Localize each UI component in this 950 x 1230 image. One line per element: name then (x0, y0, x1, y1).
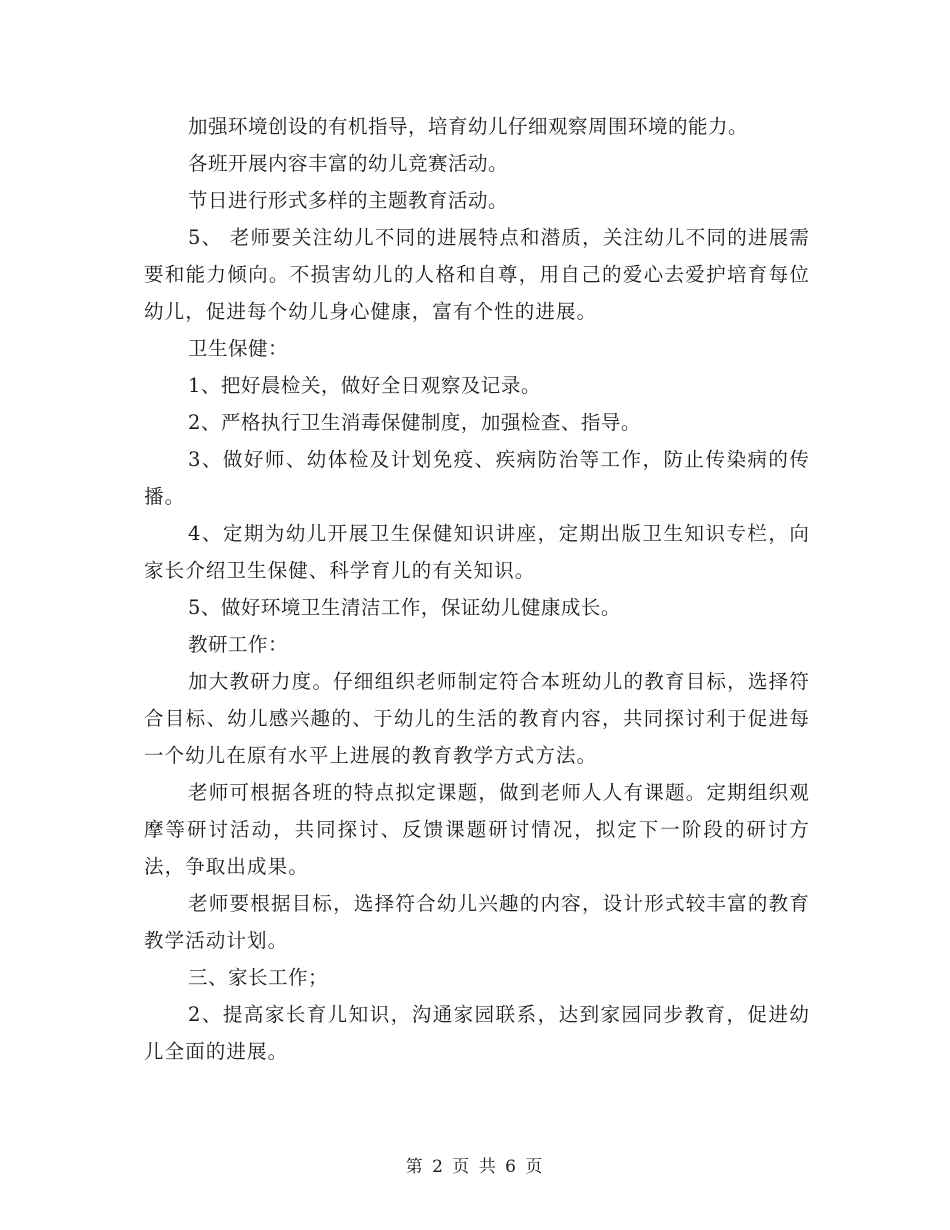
paragraph-physical-exam: 3、做好师、幼体检及计划免疫、疾病防治等工作，防止传染病的传播。 (144, 448, 810, 508)
paragraph-class-competition: 各班开展内容丰富的幼儿竞赛活动。 (188, 152, 509, 175)
page-number-footer: 第 2 页 共 6 页 (405, 1157, 545, 1177)
paragraph-parent-knowledge: 2、提高家长育儿知识，沟通家园联系，达到家园同步教育，促进幼儿全面的进展。 (144, 1003, 810, 1063)
heading-parent-work: 三、家长工作； (188, 966, 329, 989)
paragraph-environment-hygiene: 5、做好环境卫生清洁工作，保证幼儿健康成长。 (188, 596, 621, 619)
paragraph-morning-check: 1、把好晨检关，做好全日观察及记录。 (188, 374, 541, 397)
paragraph-holiday-activities: 节日进行形式多样的主题教育活动。 (188, 189, 509, 212)
heading-teaching-research: 教研工作： (188, 633, 289, 656)
heading-health-care: 卫生保健： (188, 337, 289, 360)
paragraph-activity-plan: 老师要根据目标，选择符合幼儿兴趣的内容，设计形式较丰富的教育教学活动计划。 (144, 892, 810, 952)
paragraph-health-lectures: 4、定期为幼儿开展卫生保健知识讲座，定期出版卫生知识专栏，向家长介绍卫生保健、科学育儿的有关知识。 (144, 522, 810, 582)
document-body (144, 108, 810, 1070)
paragraph-research-effort: 加大教研力度。仔细组织老师制定符合本班幼儿的教育目标，选择符合目标、幼儿感兴趣的、于幼儿的生活的教育内容，共同探讨利于促进每一个幼儿在原有水平上进展的教育教学方式方法。 (144, 670, 810, 767)
paragraph-research-topics: 老师可根据各班的特点拟定课题，做到老师人人有课题。定期组织观摩等研讨活动，共同探讨、反馈课题研讨情况，拟定下一阶段的研讨方法，争取出成果。 (144, 781, 810, 878)
paragraph-disinfection: 2、严格执行卫生消毒保健制度，加强检查、指导。 (188, 411, 641, 434)
paragraph-teacher-attention: 5、 老师要关注幼儿不同的进展特点和潜质，关注幼儿不同的进展需要和能力倾向。不损害幼儿的人格和自尊，用自己的爱心去爱护培育每位幼儿，促进每个幼儿身心健康，富有个性的进展。 (144, 226, 810, 323)
paragraph-environment-guidance: 加强环境创设的有机指导，培育幼儿仔细观察周围环境的能力。 (188, 115, 749, 138)
